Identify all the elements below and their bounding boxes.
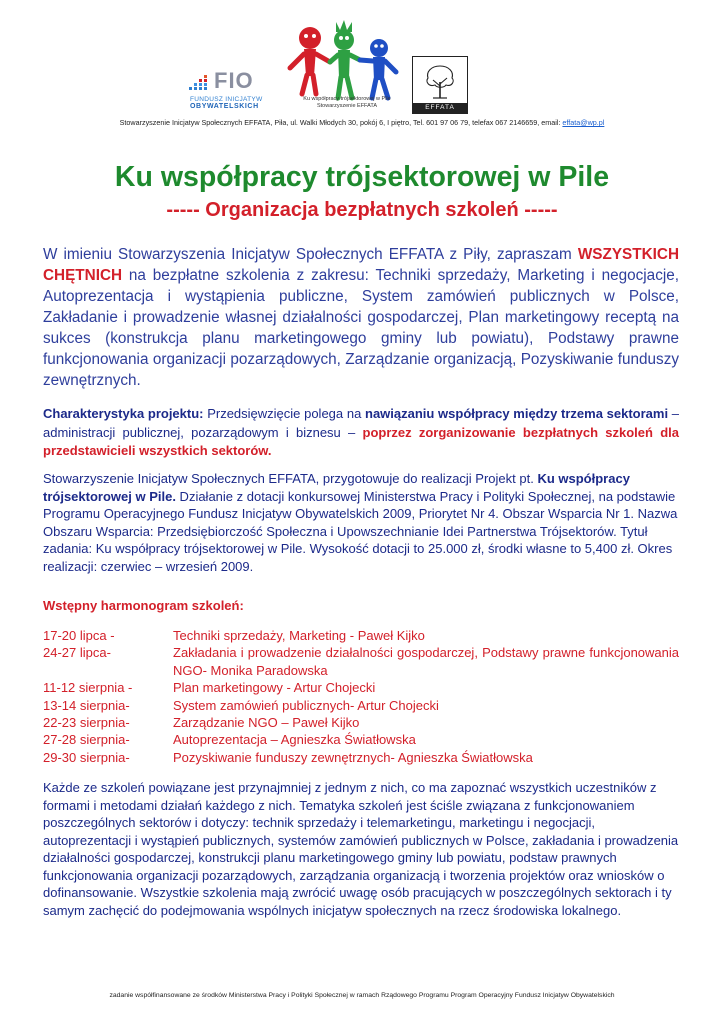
green-figure-icon [330, 20, 360, 98]
schedule-row [43, 644, 679, 679]
characteristics-bold: nawiązaniu współpracy między trzema sektorami [365, 406, 669, 421]
schedule-row [43, 731, 679, 748]
footer-note: zadanie współfinansowane ze środków Ministerstwa Pracy i Polityki Społecznej w ramach Rządowego Programu Program Operacyjny Fundusz Inicjatyw Obywatelskich [109, 992, 615, 999]
schedule-date: 17-20 lipca - [43, 628, 115, 643]
intro-part2: na bezpłatne szkolenia z zakresu: Techniki sprzedaży, Marketing i negocjacje, Autoprezentacja i wystąpienia publiczne, System zamówień publicznych w Polsce, Zakładanie i prowadzenie własnej działalności gospodarczej, Plan marketingowy receptą na sukces (konstrukcja planu marketingowego gminy lub powiatu), Podstawy prawne funkcjonowania organizacji pozarządowych, Zarządzanie organizacją, Pozyskiwanie funduszy zewnętrznych. [43, 267, 679, 389]
blue-figure-icon [360, 39, 396, 98]
schedule-date: 22-23 sierpnia- [43, 715, 130, 731]
characteristics-red: poprzez zorganizowanie bezpłatnych szkoleń dla przedstawicieli wszystkich sektorów. [43, 424, 679, 459]
schedule-topic: Autoprezentacja – Agnieszka Światłowska [173, 732, 416, 748]
figures-caption-line2: Stowarzyszenie EFFATA [316, 103, 377, 109]
schedule-title: Wstępny harmonogram szkoleń: [43, 598, 244, 613]
fio-logo-text: FIO [214, 68, 254, 93]
fio-logo-line1: FUNDUSZ INICJATYW [190, 96, 263, 103]
effata-logo-label: EFFATA [413, 103, 467, 113]
schedule-topic: Plan marketingowy - Artur Chojecki [173, 680, 376, 696]
schedule-row [43, 679, 679, 696]
schedule-date: 11-12 sierpnia - [43, 680, 133, 696]
contact-line [0, 118, 724, 127]
intro-part1: W imieniu Stowarzyszenia Inicjatyw Społecznych EFFATA z Piły, zapraszam [43, 246, 578, 263]
description-text2: Działanie z dotacji konkursowej Ministerstwa Pracy i Polityki Społecznej, na podstawie Programu Operacyjnego Fundusz Inicjatyw Obywatelskich 2009, Priorytet Nr 4. Obszar Wsparcia Nr 1. Nazwa Obszaru Wsparcia: Przedsiębiorczość Społeczna i Upowszechnianie Idei Partnerstwa Trójsektorów. Tytuł zadania: Ku współpracy trójsektorowej w Pile. Wysokość dotacji to 25.000 zł, środki własne to 5,400 zł. Okres realizacji: czerwiec – wrzesień 2009. [43, 488, 678, 574]
characteristics-text2: – administracji publicznej, pozarządowym i biznesu – [43, 406, 680, 440]
figures-caption-line1: Ku współpracy trójsektorowej w Pile [303, 96, 391, 102]
schedule-date: 27-28 sierpnia- [43, 732, 130, 748]
description-bold: Ku współpracy trójsektorowej w Pile. [43, 471, 630, 504]
description-text1: Stowarzyszenie Inicjatyw Społecznych EFFATA, przygotowuje do realizacji Projekt pt. [43, 471, 538, 486]
schedule-topic: Techniki sprzedaży, Marketing - Paweł Kijko [173, 628, 425, 643]
contact-text: Stowarzyszenie Inicjatyw Społecznych EFFATA, Piła, ul. Walki Młodych 30, pokój 6, I piętro, Tel. 601 97 06 79, telefax 067 2146659, email: [119, 118, 563, 127]
main-title: Ku współpracy trójsektorowej w Pile [114, 161, 610, 193]
letterhead [0, 0, 724, 130]
sub-title: ----- Organizacja bezpłatnych szkoleń ----- [166, 199, 558, 221]
schedule-topic: System zamówień publicznych- Artur Chojecki [173, 697, 439, 713]
project-characteristics [43, 405, 679, 461]
figures-caption [292, 96, 402, 110]
schedule-date: 29-30 sierpnia- [43, 749, 130, 765]
effata-logo [412, 56, 468, 114]
fio-logo-line2: OBYWATELSKICH [190, 103, 259, 110]
schedule-row [43, 627, 679, 644]
schedule-row [43, 749, 679, 766]
characteristics-label: Charakterystyka projektu: [43, 406, 204, 421]
fio-logo [188, 70, 270, 112]
closing-paragraph: Każde ze szkoleń powiązane jest przynajmniej z jednym z nich, co ma zapoznać wszystkich uczestników z formami i metodami działań każdego z nich. Tematyka szkoleń jest ściśle związana z funkcjonowaniem poszczególnych sektorów i dotyczy: technik sprzedaży i telemarketingu, marketingu i negocjacji, autoprezentacji i wystąpień publicznych, systemów zamówień publicznych w Polsce, zakładania i prowadzenia działalności gospodarczej, konstrukcji planu marketingowego gminy lub powiatu, podstaw prawnych funkcjonowania organizacji pozarządowych, zarządzania organizacją i tworzenia projektów oraz wniosków o dofinansowanie. Wszystkie szkolenia mają zwrócić uwagę osób pracujących w poszczególnych sektorach i ty samym zachęcić do podejmowania wspólnych inicjatyw społecznych na rzecz środowiska lokalnego. [43, 780, 679, 918]
contact-email-link[interactable]: effata@wp.pl [562, 118, 605, 127]
intro-highlight: WSZYSTKICH CHĘTNICH [43, 246, 679, 284]
characteristics-text1: Przedsięwzięcie polega na [203, 406, 365, 421]
schedule-row [43, 714, 679, 731]
schedule-date: 24-27 lipca- [43, 645, 111, 661]
schedule-list [43, 627, 679, 766]
red-figure-icon [290, 27, 330, 94]
fio-dots-icon [188, 72, 212, 92]
tree-icon [417, 60, 463, 100]
intro-paragraph [43, 244, 679, 391]
schedule-topic: Zarządzanie NGO – Paweł Kijko [173, 715, 360, 731]
schedule-topic: Pozyskiwanie funduszy zewnętrznych- Agnieszka Światłowska [173, 749, 533, 765]
project-description [43, 470, 679, 576]
schedule-date: 13-14 sierpnia- [43, 697, 130, 713]
schedule-topic: Zakładania i prowadzenie działalności gospodarczej, Podstawy prawne funkcjonowania NGO- Monika Paradowska [173, 645, 679, 678]
schedule-row [43, 697, 679, 714]
